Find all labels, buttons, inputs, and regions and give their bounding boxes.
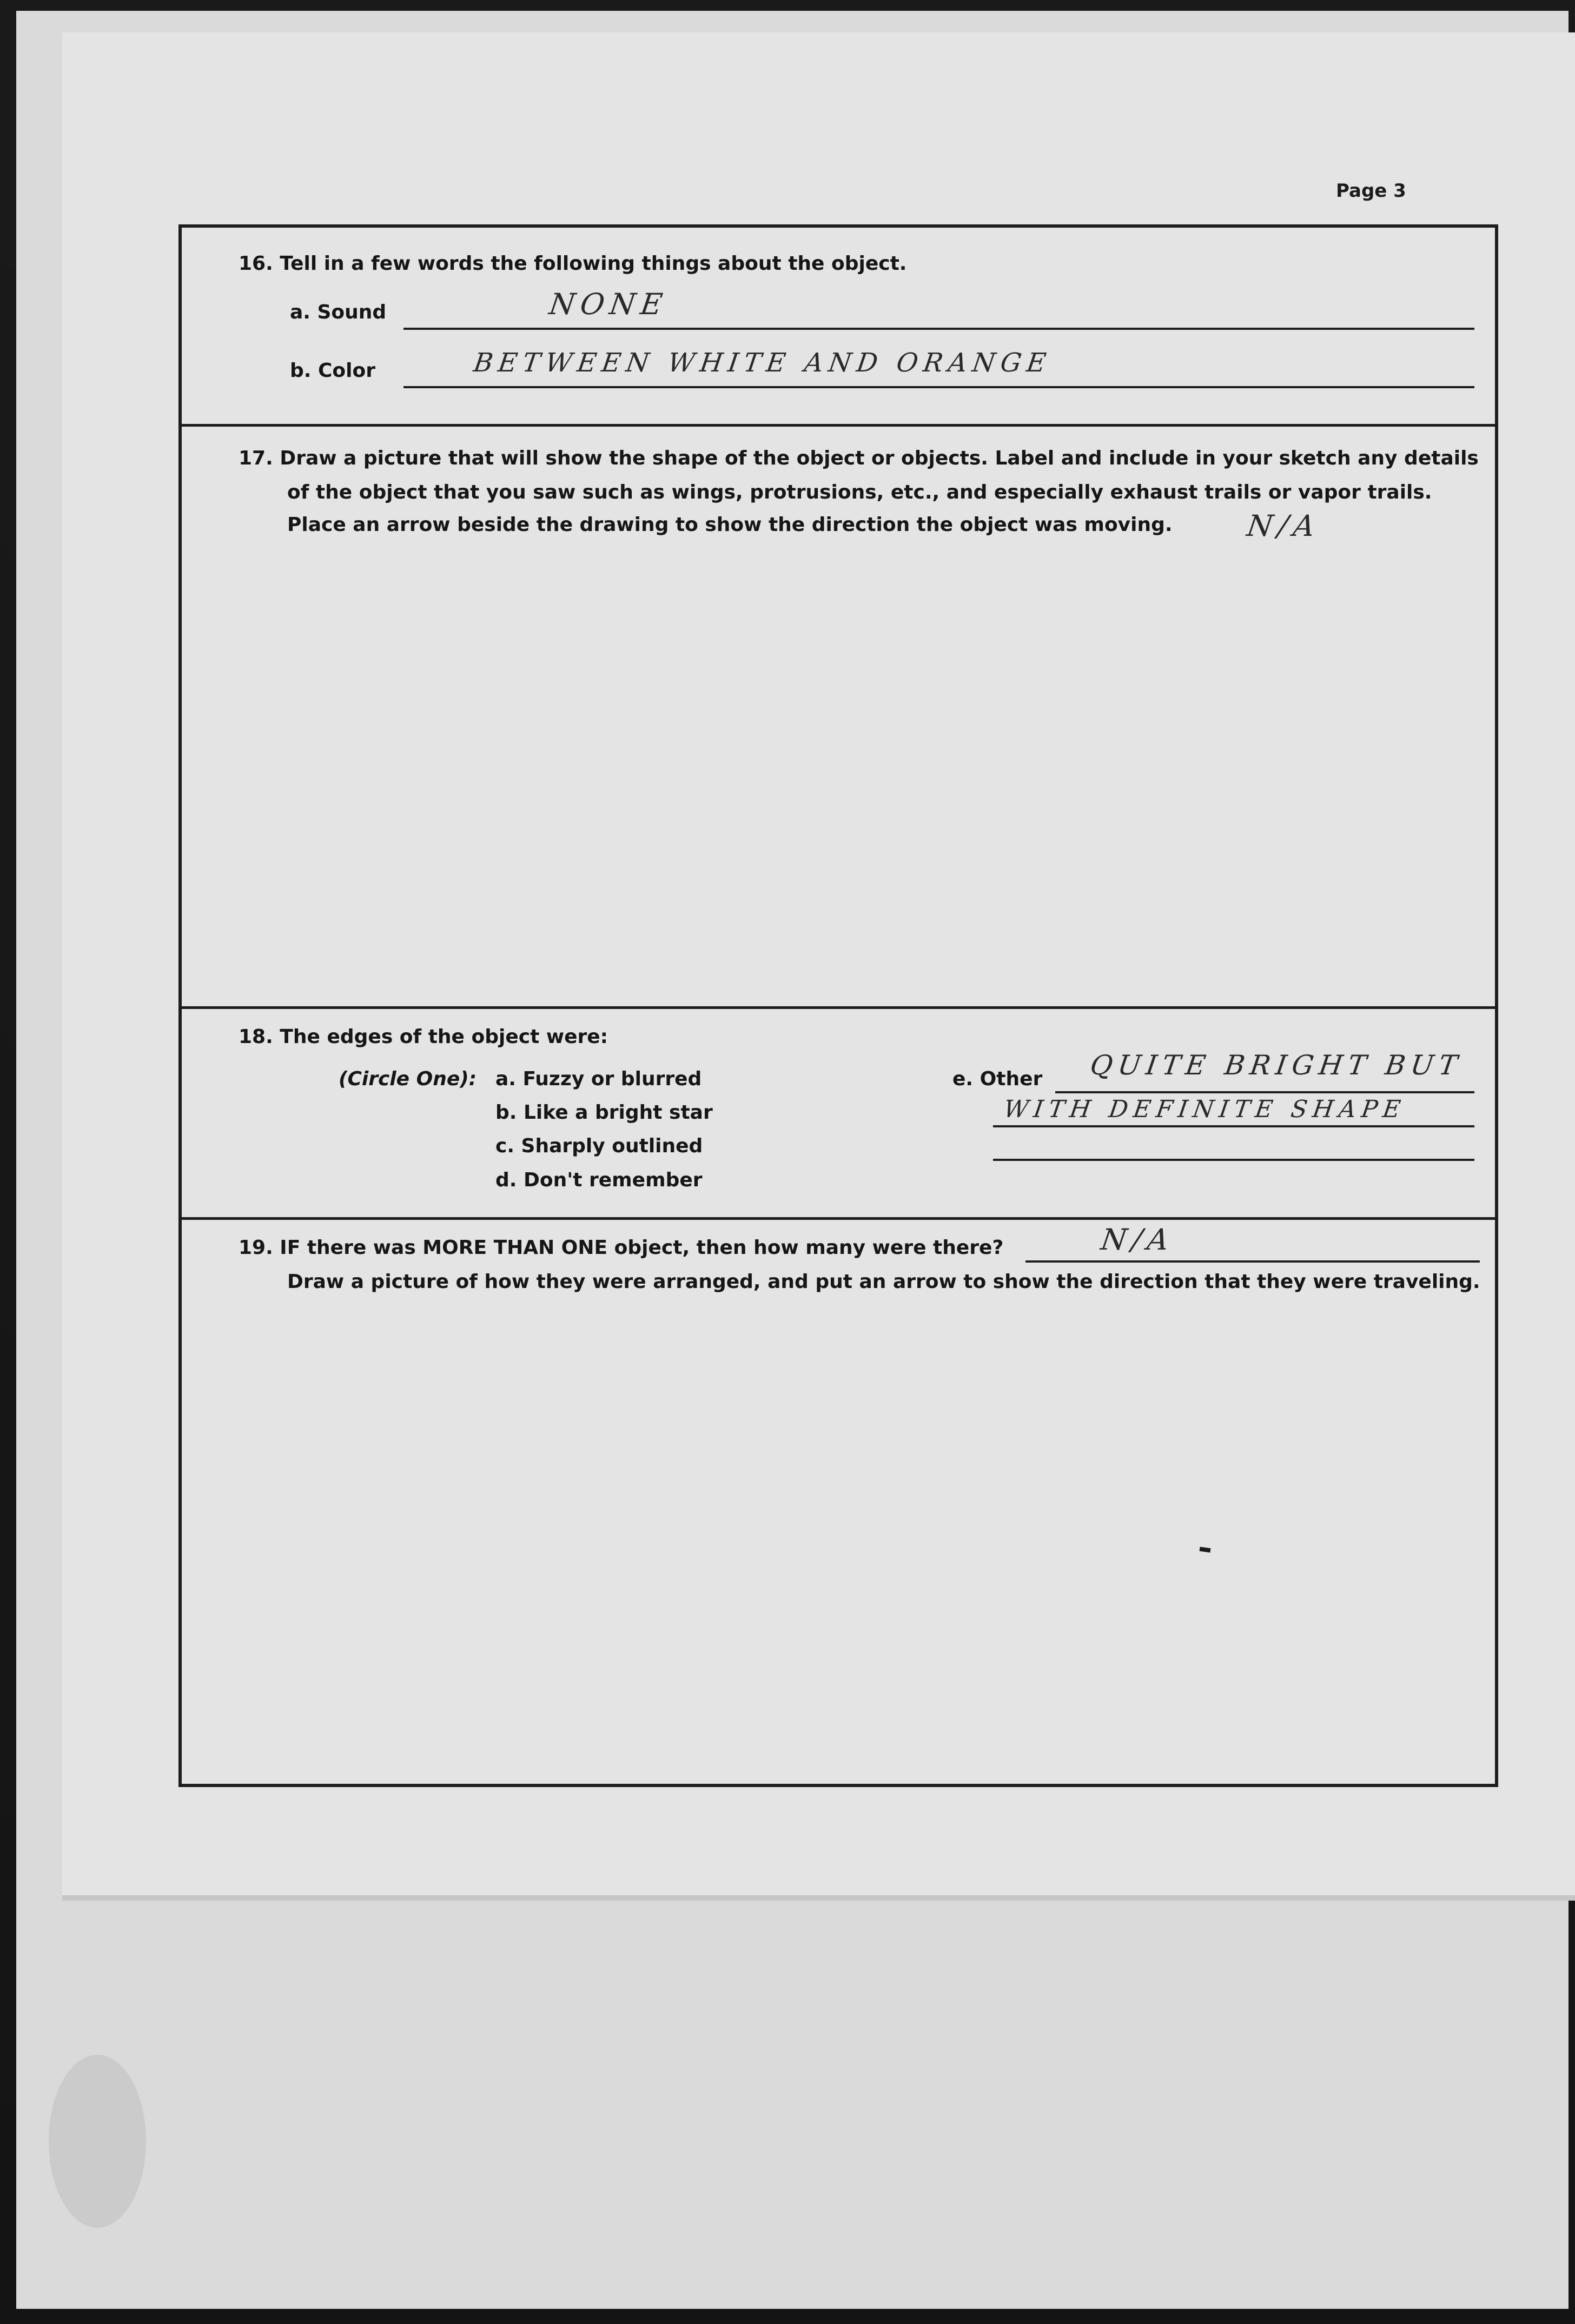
q19-prompt-line2: Draw a picture of how they were arranged, and put an arrow to show the direction that they were traveling. bbox=[287, 1271, 1480, 1293]
q18-other-label: e. Other bbox=[952, 1068, 1043, 1090]
q18-option-b: b. Like a bright star bbox=[495, 1101, 713, 1124]
q19-answer: N/A bbox=[1098, 1223, 1176, 1257]
q17-prompt-line2: of the object that you saw such as wings, protrusions, etc., and especially exhaust trails or vapor trails. bbox=[287, 481, 1432, 503]
q17-prompt-line3: Place an arrow beside the drawing to show the direction the object was moving. bbox=[287, 514, 1173, 536]
divider-16-17 bbox=[182, 424, 1495, 427]
q16-color-line bbox=[403, 386, 1474, 388]
q16-color-label: b. Color bbox=[290, 360, 375, 382]
q17-answer: N/A bbox=[1245, 509, 1322, 543]
q16-sound-answer: NONE bbox=[547, 287, 670, 321]
q18-option-c: c. Sharply outlined bbox=[495, 1135, 703, 1157]
q18-circle-one: (Circle One): bbox=[339, 1068, 477, 1090]
q19-prompt-line1: 19. IF there was MORE THAN ONE object, then how many were there? bbox=[239, 1237, 1004, 1259]
q18-other-line3 bbox=[993, 1159, 1474, 1161]
q19-count-line bbox=[1025, 1260, 1480, 1263]
q18-other-line1 bbox=[1055, 1091, 1474, 1093]
page-number: Page 3 bbox=[1336, 180, 1406, 202]
page-edge bbox=[62, 1895, 1575, 1901]
form-box bbox=[178, 224, 1498, 1787]
q18-option-a: a. Fuzzy or blurred bbox=[495, 1068, 702, 1090]
q19-sketch-area bbox=[182, 1309, 1495, 1779]
q17-sketch-area bbox=[182, 563, 1495, 1012]
q17-prompt-line1: 17. Draw a picture that will show the shape of the object or objects. Label and include in your sketch any details bbox=[239, 447, 1479, 469]
divider-17-18 bbox=[182, 1006, 1495, 1009]
q18-other-line2 bbox=[993, 1125, 1474, 1127]
divider-18-19 bbox=[182, 1217, 1495, 1220]
q16-color-answer: BETWEEN WHITE AND ORANGE bbox=[472, 348, 1054, 378]
q18-option-d: d. Don't remember bbox=[495, 1169, 703, 1191]
q16-sound-label: a. Sound bbox=[290, 301, 387, 323]
q16-prompt: 16. Tell in a few words the following things about the object. bbox=[239, 253, 907, 275]
q18-prompt: 18. The edges of the object were: bbox=[239, 1026, 608, 1048]
q18-other-answer-2: WITH DEFINITE SHAPE bbox=[1002, 1095, 1408, 1123]
q18-other-answer-1: QUITE BRIGHT BUT bbox=[1088, 1050, 1465, 1081]
q16-sound-line bbox=[403, 328, 1474, 330]
scan-smudge bbox=[49, 2055, 146, 2228]
